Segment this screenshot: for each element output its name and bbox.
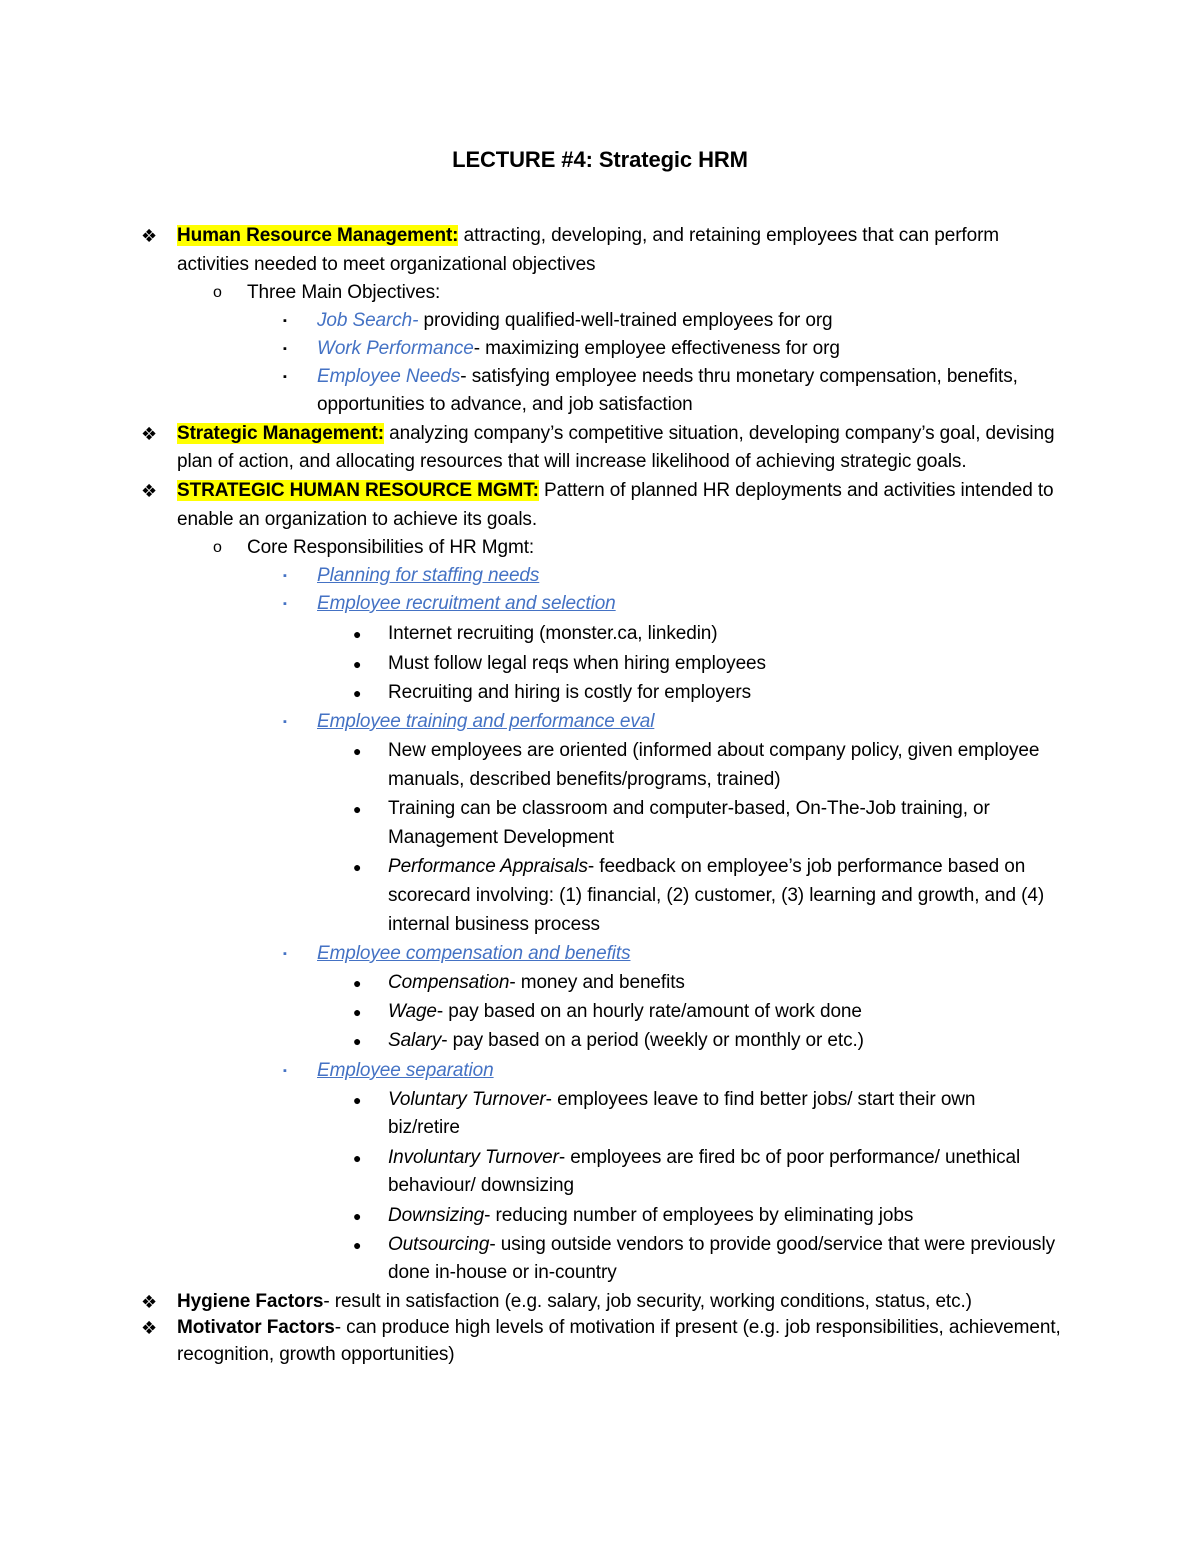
list-item: Compensation- money and benefits bbox=[388, 972, 685, 993]
dot-bullet-icon: ● bbox=[353, 685, 362, 701]
dot-bullet-icon: ● bbox=[353, 1150, 362, 1166]
list-item: Must follow legal reqs when hiring employees bbox=[388, 653, 766, 674]
dot-bullet-icon: ● bbox=[353, 1004, 362, 1020]
hrm-term: Human Resource Management: bbox=[177, 225, 459, 246]
list-item-cont: manuals, described benefits/programs, trained) bbox=[388, 769, 781, 790]
list-item: Training can be classroom and computer-based, On-The-Job training, or bbox=[388, 798, 990, 819]
list-item: Outsourcing- using outside vendors to provide good/service that were previously bbox=[388, 1234, 1055, 1255]
sm-term: Strategic Management: bbox=[177, 423, 384, 444]
objective-item: Employee Needs- satisfying employee needs thru monetary compensation, benefits, bbox=[317, 366, 1018, 387]
dot-bullet-icon: ● bbox=[353, 1237, 362, 1253]
list-item-cont: done in-house or in-country bbox=[388, 1262, 617, 1283]
list-item-cont: behaviour/ downsizing bbox=[388, 1175, 574, 1196]
dot-bullet-icon: ● bbox=[353, 626, 362, 642]
square-bullet-icon: ▪ bbox=[283, 1065, 287, 1077]
list-item-cont: scorecard involving: (1) financial, (2) customer, (3) learning and growth, and (4) bbox=[388, 885, 1045, 906]
diamond-bullet-icon: ❖ bbox=[141, 424, 158, 444]
list-item-cont: internal business process bbox=[388, 914, 600, 935]
shrm-line-1: STRATEGIC HUMAN RESOURCE MGMT: Pattern of planned HR deployments and activities intended to bbox=[177, 480, 1054, 501]
motivator-line-2: recognition, growth opportunities) bbox=[177, 1344, 455, 1365]
sm-line-2: plan of action, and allocating resources that will increase likelihood of achieving strategic goals. bbox=[177, 451, 967, 472]
dot-bullet-icon: ● bbox=[353, 1208, 362, 1224]
list-item-cont: Management Development bbox=[388, 827, 614, 848]
hygiene-line: Hygiene Factors- result in satisfaction (e.g. salary, job security, working conditions, status, etc.) bbox=[177, 1291, 972, 1312]
diamond-bullet-icon: ❖ bbox=[141, 1292, 158, 1312]
dot-bullet-icon: ● bbox=[353, 743, 362, 759]
hrm-definition: attracting, developing, and retaining employees that can perform bbox=[458, 225, 1000, 246]
shrm-term: STRATEGIC HUMAN RESOURCE MGMT: bbox=[177, 480, 539, 501]
list-item: Voluntary Turnover- employees leave to find better jobs/ start their own bbox=[388, 1089, 976, 1110]
square-bullet-icon: ▪ bbox=[283, 315, 287, 327]
list-item: Downsizing- reducing number of employees by eliminating jobs bbox=[388, 1205, 914, 1226]
sm-line-1: Strategic Management: analyzing company’s competitive situation, developing company’s goal, devising bbox=[177, 423, 1055, 444]
list-item: Performance Appraisals- feedback on employee’s job performance based on bbox=[388, 856, 1026, 877]
core-responsibilities-heading: Core Responsibilities of HR Mgmt: bbox=[247, 537, 535, 558]
page-title: LECTURE #4: Strategic HRM bbox=[452, 147, 748, 172]
shrm-line-2: enable an organization to achieve its goals. bbox=[177, 509, 538, 530]
list-item: Recruiting and hiring is costly for employers bbox=[388, 682, 751, 703]
diamond-bullet-icon: ❖ bbox=[141, 226, 158, 246]
square-bullet-icon: ▪ bbox=[283, 343, 287, 355]
diamond-bullet-icon: ❖ bbox=[141, 481, 158, 501]
hrm-line-1 bbox=[177, 223, 999, 249]
list-item-cont: biz/retire bbox=[388, 1117, 460, 1138]
square-bullet-icon: ▪ bbox=[283, 371, 287, 383]
dot-bullet-icon: ● bbox=[353, 859, 362, 875]
dot-bullet-icon: ● bbox=[353, 1033, 362, 1049]
recruitment-link: Employee recruitment and selection bbox=[317, 593, 616, 614]
objective-item: Job Search- providing qualified-well-trained employees for org bbox=[317, 310, 833, 331]
square-bullet-icon: ▪ bbox=[283, 948, 287, 960]
dot-bullet-icon: ● bbox=[353, 656, 362, 672]
objective-item-cont: opportunities to advance, and job satisfaction bbox=[317, 394, 693, 415]
square-bullet-icon: ▪ bbox=[283, 570, 287, 582]
motivator-line: Motivator Factors- can produce high levels of motivation if present (e.g. job responsibilities, achievement, bbox=[177, 1317, 1061, 1338]
list-item: Internet recruiting (monster.ca, linkedin) bbox=[388, 623, 718, 644]
training-link: Employee training and performance eval bbox=[317, 711, 655, 732]
compensation-link: Employee compensation and benefits bbox=[317, 943, 631, 964]
separation-link: Employee separation bbox=[317, 1060, 494, 1081]
dot-bullet-icon: ● bbox=[353, 801, 362, 817]
square-bullet-icon: ▪ bbox=[283, 598, 287, 610]
objective-item: Work Performance- maximizing employee effectiveness for org bbox=[317, 338, 840, 359]
square-bullet-icon: ▪ bbox=[283, 716, 287, 728]
list-item: Involuntary Turnover- employees are fired bc of poor performance/ unethical bbox=[388, 1147, 1021, 1168]
hrm-line-2: activities needed to meet organizational objectives bbox=[177, 254, 596, 275]
circle-bullet-icon: o bbox=[213, 539, 222, 556]
circle-bullet-icon: o bbox=[213, 284, 222, 301]
objectives-heading: Three Main Objectives: bbox=[247, 282, 441, 303]
planning-link: Planning for staffing needs bbox=[317, 565, 540, 586]
list-item: Salary- pay based on a period (weekly or monthly or etc.) bbox=[388, 1030, 864, 1051]
dot-bullet-icon: ● bbox=[353, 975, 362, 991]
list-item: New employees are oriented (informed about company policy, given employee bbox=[388, 740, 1040, 761]
dot-bullet-icon: ● bbox=[353, 1092, 362, 1108]
list-item: Wage- pay based on an hourly rate/amount of work done bbox=[388, 1001, 862, 1022]
diamond-bullet-icon: ❖ bbox=[141, 1318, 158, 1338]
